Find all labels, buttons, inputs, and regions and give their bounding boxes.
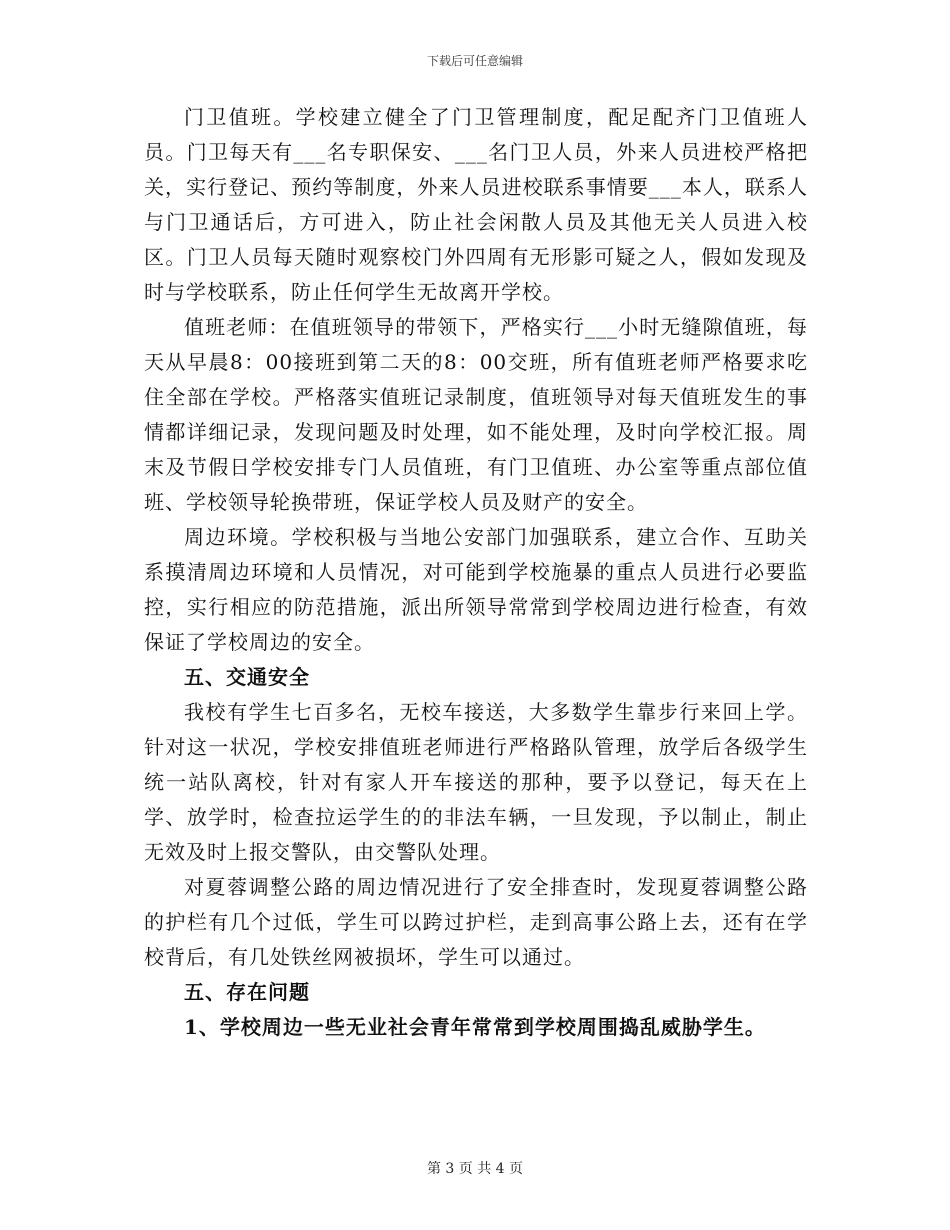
paragraph-surroundings: 周边环境。学校积极与当地公安部门加强联系，建立合作、互助关系摸清周边环境和人员情况，对可能到学校施暴的重点人员进行必要监控，实行相应的防范措施，派出所领导常常到学校周边进行检查，有效保证了学校周边的安全。: [144, 525, 808, 654]
paragraph-gate-duty: 门卫值班。学校建立健全了门卫管理制度，配足配齐门卫值班人员。门卫每天有___名专职保安、___名门卫人员，外来人员进校严格把关，实行登记、预约等制度，外来人员进校联系事情要___本人，联系人与门卫通话后，方可进入，防止社会闲散人员及其他无关人员进入校区。门卫人员每天随时观察校门外四周有无形影可疑之人，假如发现及时与学校联系，防止任何学生无故离开学校。: [144, 105, 808, 304]
issue-item-1: 1、学校周边一些无业社会青年常常到学校周围捣乱威胁学生。: [184, 1015, 766, 1039]
paragraph-traffic-2: 对夏蓉调整公路的周边情况进行了安全排查时，发现夏蓉调整公路的护栏有几个过低，学生可以跨过护栏，走到高事公路上去，还有在学校背后，有几处铁丝网被损坏，学生可以通过。: [144, 875, 808, 969]
paragraph-traffic-1: 我校有学生七百多名，无校车接送，大多数学生靠步行来回上学。针对这一状况，学校安排值班老师进行严格路队管理，放学后各级学生统一站队离校，针对有家人开车接送的那种，要予以登记，每天在上学、放学时，检查拉运学生的的非法车辆，一旦发现，予以制止，制止无效及时上报交警队，由交警队处理。: [144, 700, 808, 864]
document-body: [144, 100, 808, 1045]
page-header-note: 下载后可任意编辑: [426, 54, 523, 68]
paragraph-duty-teacher: 值班老师：在值班领导的带领下，严格实行___小时无缝隙值班，每天从早晨8：00接班到第二天的8：00交班，所有值班老师严格要求吃住全部在学校。严格落实值班记录制度，值班领导对每天值班发生的事情都详细记录，发现问题及时处理，如不能处理，及时向学校汇报。周末及节假日学校安排专门人员值班，有门卫值班、办公室等重点部位值班、学校领导轮换带班，保证学校人员及财产的安全。: [144, 315, 808, 514]
heading-traffic-safety: 五、交通安全: [184, 665, 310, 689]
page-number: 第 3 页 共 4 页: [426, 1161, 524, 1177]
heading-existing-problems: 五、存在问题: [184, 980, 310, 1004]
